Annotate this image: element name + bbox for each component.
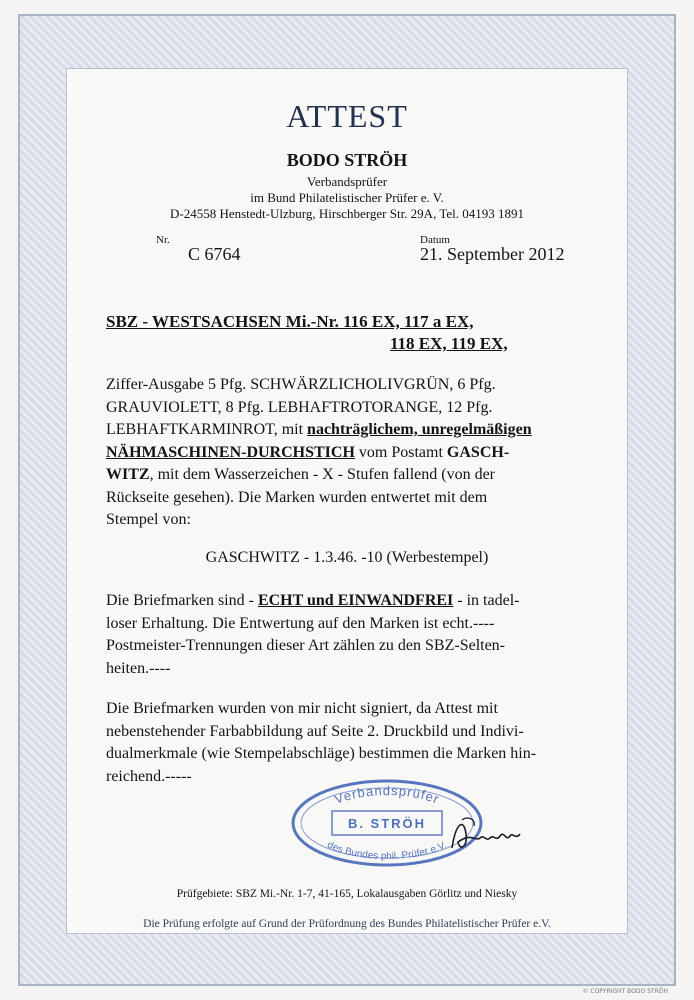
desc-text: vom Postamt (354, 443, 447, 461)
post-office-name: WITZ (106, 466, 150, 483)
cond-line: loser Erhaltung. Die Entwertung auf den Marken ist echt.---- (106, 614, 495, 632)
desc-line (106, 464, 586, 487)
examiner-address: D-24558 Henstedt-Ulzburg, Hirschberger Str. 29A, Tel. 04193 1891 (169, 206, 524, 221)
cond-line (106, 590, 586, 613)
issue-line-2: 118 EX, 119 EX, (390, 334, 508, 353)
seal-center-text: B. STRÖH (347, 816, 427, 831)
description-paragraph (106, 374, 586, 532)
desc-line: Stempel von: (106, 511, 191, 528)
svg-text:Verbandsprüfer (332, 783, 441, 807)
desc-line (106, 419, 586, 442)
examiner-role: Verbandsprüfer (306, 174, 388, 189)
desc-line: GRAUVIOLETT, 8 Pfg. LEBHAFTROTORANGE, 12 Pfg. (106, 398, 493, 416)
seal-bottom-text: des Bundes phil. Prüfer e.V. (325, 839, 449, 863)
svg-text:des Bundes phil. Prüfer e.V. (325, 840, 448, 863)
desc-text: , mit dem Wasserzeichen - X - Stufen fallend (von der (149, 466, 495, 483)
certificate-number: C 6764 (188, 244, 241, 264)
certificate-title: ATTEST (286, 98, 408, 134)
sig-line: nebenstehender Farbabbildung auf Seite 2. Druckbild und Indivi- (106, 722, 524, 740)
desc-line: Ziffer-Ausgabe 5 Pfg. SCHWÄRZLICHOLIVGRÜN, 6 Pfg. (106, 376, 496, 393)
sig-line: Die Briefmarken wurden von mir nicht signiert, da Attest mit (106, 700, 498, 717)
cond-line: heiten.---- (106, 659, 171, 677)
footer-exam-areas: Prüfgebiete: SBZ Mi.-Nr. 1-7, 41-165, Lokalausgaben Görlitz und Niesky (176, 888, 518, 900)
examiner-name: BODO STRÖH (286, 150, 408, 170)
certificate-date: 21. September 2012 (420, 244, 565, 264)
desc-line: Rückseite gesehen). Die Marken wurden entwertet mit dem (106, 488, 488, 506)
verdict-emphasis: ECHT und EINWANDFREI (257, 592, 454, 609)
handwritten-signature (446, 812, 526, 858)
cond-line: Postmeister-Trennungen dieser Art zählen zu den SBZ-Selten- (106, 637, 506, 654)
perforation-type-emphasis: nachträglichem, unregelmäßigen (307, 421, 532, 438)
cond-text: - in tadel- (453, 592, 520, 609)
copyright-note: © COPYRIGHT BODO STRÖH (582, 988, 668, 995)
footer-regulation: Die Prüfung erfolgte auf Grund der Prüfordnung des Bundes Philatelistischer Prüfer e.V. (143, 918, 551, 930)
date-label: Datum (420, 234, 450, 246)
post-office-name: GASCH- (446, 443, 510, 461)
condition-paragraph (106, 590, 586, 680)
sig-line: dualmerkmale (wie Stempelabschläge) bestimmen die Marken hin- (106, 745, 537, 762)
issue-line-1: SBZ - WESTSACHSEN Mi.-Nr. 116 EX, 117 a EX, (106, 312, 474, 331)
desc-text: LEBHAFTKARMINROT, mit (106, 421, 308, 438)
cond-text: Die Briefmarken sind - (106, 592, 258, 609)
nr-label: Nr. (156, 234, 170, 246)
seal-top-text: Verbandsprüfer (332, 783, 442, 807)
desc-line (106, 442, 586, 465)
perforation-name-emphasis: NÄHMASCHINEN-DURCHSTICH (106, 443, 355, 461)
cancellation-line: GASCHWITZ - 1.3.46. -10 (Werbestempel) (205, 549, 489, 566)
sig-line: reichend.----- (106, 767, 192, 785)
signature-paragraph (106, 698, 586, 788)
examiner-association: im Bund Philatelistischer Prüfer e. V. (250, 190, 444, 205)
